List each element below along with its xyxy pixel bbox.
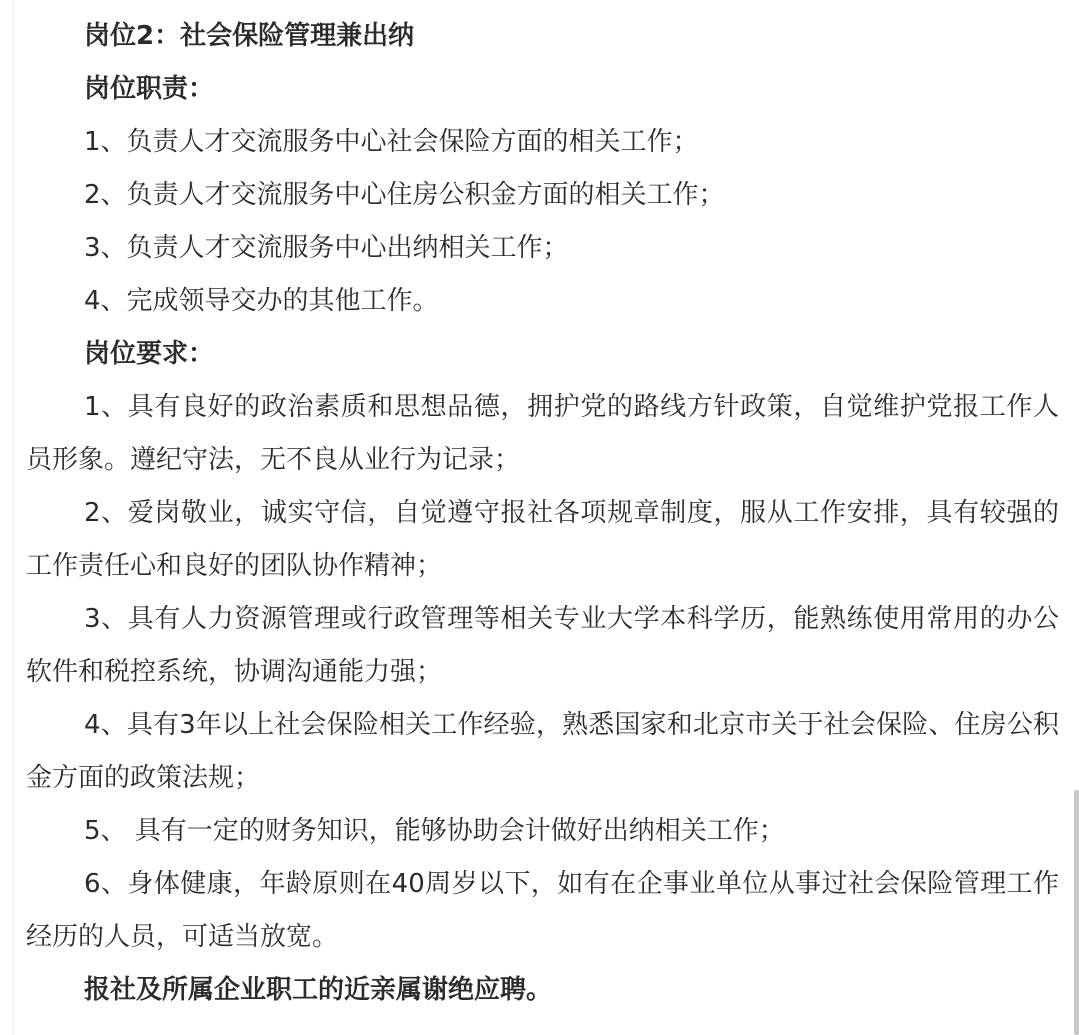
duty-item: 1、负责人才交流服务中心社会保险方面的相关工作； <box>84 127 699 157</box>
requirement-item: 2、爱岗敬业，诚实守信，自觉遵守报社各项规章制度，服从工作安排，具有较强的工作责任心和良好的团队协作精神； <box>26 498 1059 581</box>
scrollbar-thumb[interactable] <box>1074 790 1079 1035</box>
duty-item: 2、负责人才交流服务中心住房公积金方面的相关工作； <box>84 180 725 210</box>
duty-item: 3、负责人才交流服务中心出纳相关工作； <box>84 233 569 263</box>
position-title: 岗位2：社会保险管理兼出纳 <box>84 21 415 51</box>
requirement-item: 6、身体健康，年龄原则在40周岁以下，如有在企事业单位从事过社会保险管理工作经历的人员，可适当放宽。 <box>26 869 1059 952</box>
duty-item: 4、完成领导交办的其他工作。 <box>84 286 439 316</box>
requirements-heading: 岗位要求： <box>84 339 215 369</box>
requirement-item: 3、具有人力资源管理或行政管理等相关专业大学本科学历，能熟练使用常用的办公软件和税控系统，协调沟通能力强； <box>26 604 1059 687</box>
duties-heading: 岗位职责： <box>84 74 215 104</box>
requirement-item: 4、具有3年以上社会保险相关工作经验，熟悉国家和北京市关于社会保险、住房公积金方面的政策法规； <box>26 710 1059 793</box>
recruitment-note: 报社及所属企业职工的近亲属谢绝应聘。 <box>84 975 553 1005</box>
requirement-item: 5、 具有一定的财务知识，能够协助会计做好出纳相关工作； <box>84 816 785 846</box>
requirement-item: 1、具有良好的政治素质和思想品德，拥护党的路线方针政策，自觉维护党报工作人员形象。遵纪守法，无不良从业行为记录； <box>26 392 1059 475</box>
left-divider <box>13 0 14 1035</box>
